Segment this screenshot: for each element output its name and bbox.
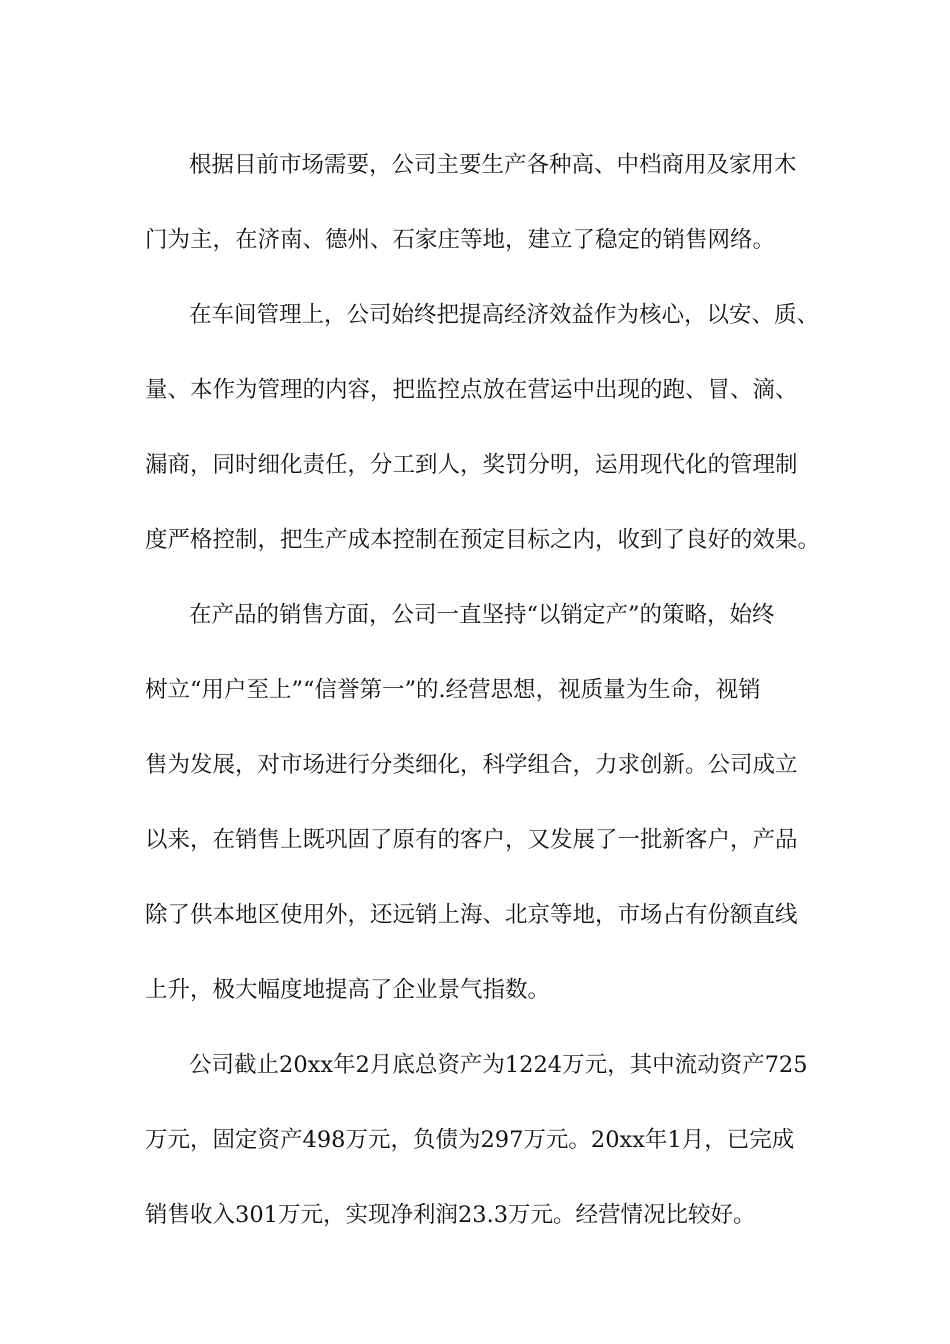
text-line: 量、本作为管理的内容，把监控点放在营运中出现的跑、冒、滴、 [145, 377, 798, 403]
text-line: 以来，在销售上既巩固了原有的客户，又发展了一批新客户，产品 [145, 827, 798, 853]
text-line: 度严格控制，把生产成本控制在预定目标之内，收到了良好的效果。 [145, 527, 821, 553]
text-line: 在产品的销售方面，公司一直坚持“以销定产”的策略，始终 [189, 602, 775, 628]
text-line: 上升，极大幅度地提高了企业景气指数。 [145, 977, 551, 1003]
paragraph-1 [145, 128, 815, 278]
text-line: 树立“用户至上”“信誉第一”的.经营思想，视质量为生命，视销 [145, 677, 761, 703]
paragraph-4 [145, 1028, 815, 1253]
text-line: 销售收入301万元，实现净利润23.3万元。经营情况比较好。 [145, 1202, 756, 1228]
text-line: 万元，固定资产498万元，负债为297万元。20xx年1月，已完成 [145, 1127, 795, 1153]
text-line: 根据目前市场需要，公司主要生产各种高、中档商用及家用木 [189, 152, 797, 178]
text-line: 在车间管理上，公司始终把提高经济效益作为核心，以安、质、 [189, 302, 820, 328]
text-line: 售为发展，对市场进行分类细化，科学组合，力求创新。公司成立 [145, 752, 798, 778]
text-line: 门为主，在济南、德州、石家庄等地，建立了稳定的销售网络。 [145, 227, 776, 253]
text-line: 漏商，同时细化责任，分工到人，奖罚分明，运用现代化的管理制 [145, 452, 798, 478]
text-line: 公司截止20xx年2月底总资产为1224万元，其中流动资产725 [189, 1052, 808, 1078]
paragraph-2 [145, 278, 821, 578]
paragraph-3 [145, 578, 815, 1028]
text-line: 除了供本地区使用外，还远销上海、北京等地，市场占有份额直线 [145, 902, 798, 928]
document-body [145, 128, 821, 1253]
